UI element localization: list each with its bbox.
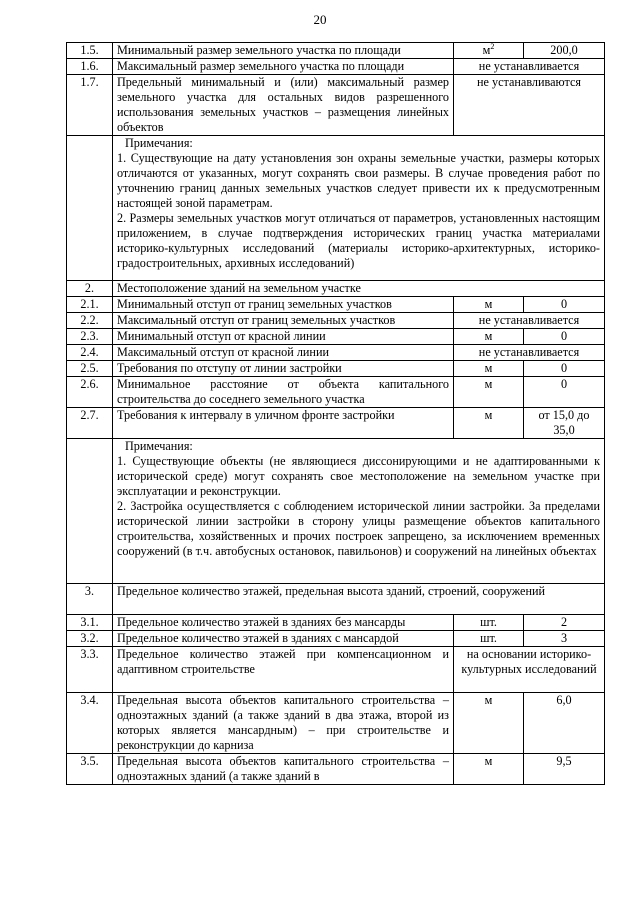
- section-number: 2.: [67, 281, 113, 297]
- notes-paragraph: 1. Существующие на дату установления зон охраны земельные участки, размеры которых отличаются от указанных, могут сохранять свои размеры. В случае проведения работ по уточнению границ данных земельных участков следует привести их к предусмотренным настоящей зоной параметрам.: [117, 151, 600, 210]
- section-title: Местоположение зданий на земельном участке: [113, 281, 605, 297]
- row-parameter: Минимальное расстояние от объекта капитального строительства до соседнего земельного участка: [113, 377, 454, 408]
- notes-number-cell: [67, 136, 113, 281]
- row-unit: шт.: [454, 615, 524, 631]
- row-parameter: Минимальный отступ от красной линии: [113, 329, 454, 345]
- row-unit: м: [454, 377, 524, 408]
- row-number: 3.4.: [67, 693, 113, 754]
- row-number: 3.3.: [67, 647, 113, 693]
- row-value: от 15,0 до 35,0: [524, 408, 605, 439]
- section-row: [67, 281, 605, 297]
- row-value-merged: не устанавливается: [454, 313, 605, 329]
- table-row: [67, 631, 605, 647]
- table-row: [67, 615, 605, 631]
- row-value: 3: [524, 631, 605, 647]
- row-value-merged: не устанавливаются: [454, 75, 605, 136]
- row-parameter: Минимальный отступ от границ земельных участков: [113, 297, 454, 313]
- row-number: 2.5.: [67, 361, 113, 377]
- row-number: 2.3.: [67, 329, 113, 345]
- table-row: [67, 313, 605, 329]
- row-parameter: Предельная высота объектов капитального строительства – одноэтажных зданий (а также зданий в: [113, 754, 454, 785]
- row-value-merged: не устанавливается: [454, 345, 605, 361]
- notes-paragraph: 1. Существующие объекты (не являющиеся диссонирующими и не адаптированными к исторической среде) могут сохранять свое местоположение на земельном участке при эксплуатации и реконструкции.: [117, 454, 600, 498]
- row-parameter: Максимальный отступ от красной линии: [113, 345, 454, 361]
- row-unit: $м^2$: [454, 43, 524, 59]
- row-unit: м: [454, 361, 524, 377]
- row-unit: м: [454, 693, 524, 754]
- row-number: 2.1.: [67, 297, 113, 313]
- notes-number-cell: [67, 439, 113, 584]
- row-value: 0: [524, 329, 605, 345]
- row-value: 0: [524, 377, 605, 408]
- row-value-merged: не устанавливается: [454, 59, 605, 75]
- table-row: [67, 693, 605, 754]
- table-row: [67, 361, 605, 377]
- row-unit: м: [454, 297, 524, 313]
- row-number: 1.5.: [67, 43, 113, 59]
- row-value: 0: [524, 361, 605, 377]
- table-row: [67, 408, 605, 439]
- row-number: 1.7.: [67, 75, 113, 136]
- row-value: 6,0: [524, 693, 605, 754]
- row-number: 1.6.: [67, 59, 113, 75]
- row-number: 3.2.: [67, 631, 113, 647]
- page-number: 20: [313, 12, 327, 27]
- row-number: 3.1.: [67, 615, 113, 631]
- row-parameter: Предельное количество этажей при компенсационном и адаптивном строительстве: [113, 647, 454, 693]
- row-parameter: Максимальный размер земельного участка по площади: [113, 59, 454, 75]
- section-title: Предельное количество этажей, предельная высота зданий, строений, сооружений: [113, 584, 605, 615]
- row-number: 2.2.: [67, 313, 113, 329]
- table-row: [67, 647, 605, 693]
- row-value: 2: [524, 615, 605, 631]
- section-number: 3.: [67, 584, 113, 615]
- row-parameter: Требования к интервалу в уличном фронте застройки: [113, 408, 454, 439]
- row-unit: м: [454, 329, 524, 345]
- row-parameter: Предельный минимальный и (или) максимальный размер земельного участка для остальных видов разрешенного использования земельных участков – размещения линейных объектов: [113, 75, 454, 136]
- notes-row: [67, 136, 605, 281]
- row-number: 2.4.: [67, 345, 113, 361]
- row-unit: м: [454, 408, 524, 439]
- row-parameter: Требования по отступу от линии застройки: [113, 361, 454, 377]
- notes-paragraph: 2. Застройка осуществляется с соблюдением исторической линии застройки. За пределами исторической линии застройки в сторону улицы размещение объектов капитального строительства, хозяйственных и прочих построек запрещено, за исключением временных сооружений (в т.ч. автобусных остановок, павильонов) и сооружений на линейных объектах: [117, 499, 600, 558]
- row-value: 200,0: [524, 43, 605, 59]
- table-row: [67, 297, 605, 313]
- table-row: [67, 377, 605, 408]
- section-row: [67, 584, 605, 615]
- row-number: 2.6.: [67, 377, 113, 408]
- notes-cell: [113, 439, 605, 584]
- row-parameter: Максимальный отступ от границ земельных участков: [113, 313, 454, 329]
- row-parameter: Предельная высота объектов капитального строительства – одноэтажных зданий (а также зданий в два этажа, второй из которых является мансардным) – при строительстве и реконструкции до карниза: [113, 693, 454, 754]
- row-parameter: Предельное количество этажей в зданиях с мансардой: [113, 631, 454, 647]
- table-row: [67, 59, 605, 75]
- notes-cell: [113, 136, 605, 281]
- row-unit: м: [454, 754, 524, 785]
- row-value-merged: на основании историко-культурных исследований: [454, 647, 605, 693]
- notes-paragraph: 2. Размеры земельных участков могут отличаться от параметров, установленных настоящим приложением, в случае подтверждения исторических границ участка материалами историко-культурных исследований (материалы историко-архитектурных, историко-градостроительных, архивных исследований): [117, 211, 600, 270]
- notes-row: [67, 439, 605, 584]
- row-parameter: Минимальный размер земельного участка по площади: [113, 43, 454, 59]
- row-number: 3.5.: [67, 754, 113, 785]
- table-row: [67, 754, 605, 785]
- row-value: 9,5: [524, 754, 605, 785]
- row-number: 2.7.: [67, 408, 113, 439]
- row-parameter: Предельное количество этажей в зданиях без мансарды: [113, 615, 454, 631]
- notes-title: Примечания:: [125, 439, 193, 453]
- table-row: [67, 345, 605, 361]
- row-value: 0: [524, 297, 605, 313]
- table-row: [67, 43, 605, 59]
- row-unit: шт.: [454, 631, 524, 647]
- table-row: [67, 75, 605, 136]
- notes-title: Примечания:: [125, 136, 193, 150]
- unit-superscript: 2: [490, 41, 495, 51]
- table-row: [67, 329, 605, 345]
- regulations-table: [66, 42, 605, 785]
